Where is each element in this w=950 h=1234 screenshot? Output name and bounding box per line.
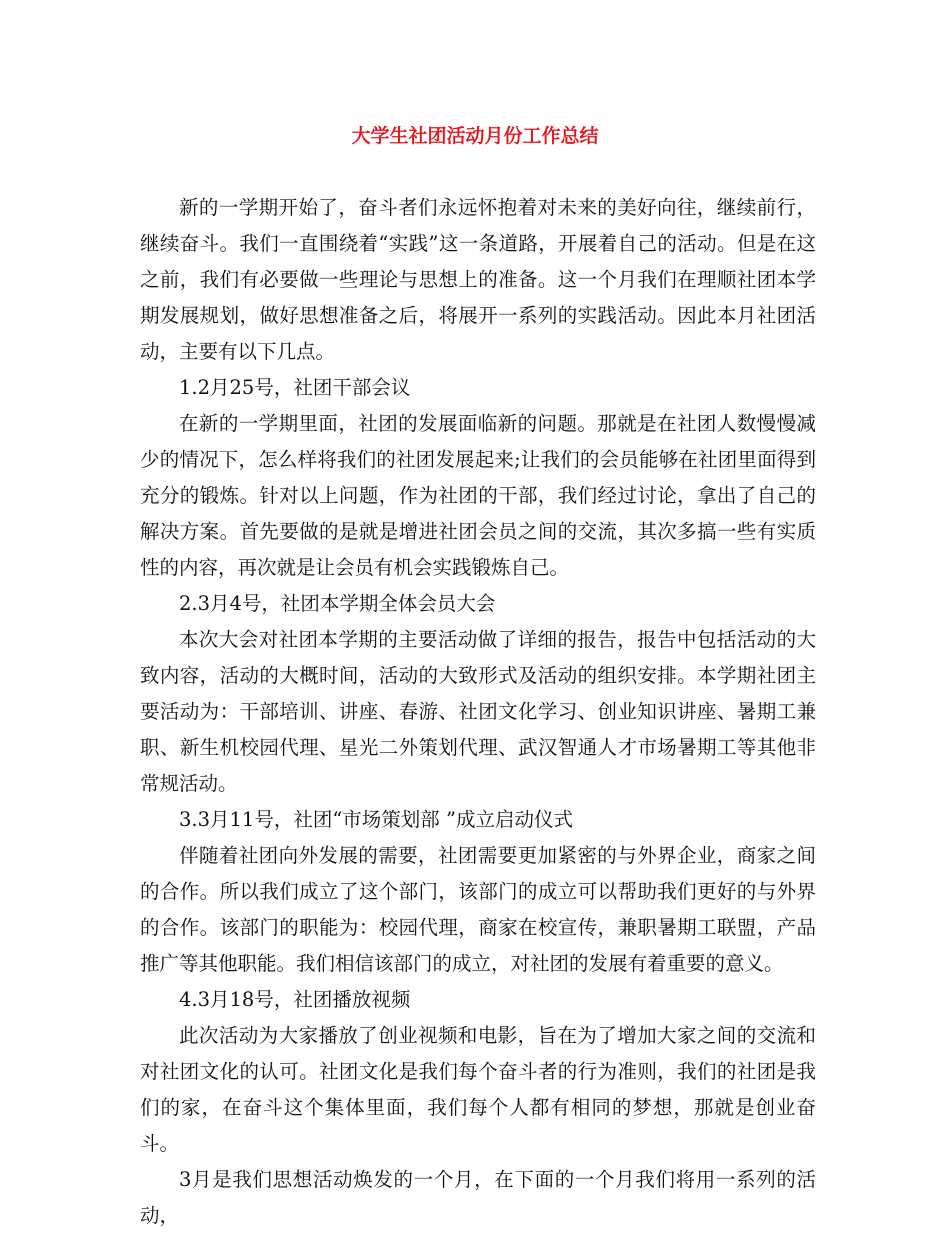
paragraph-intro: 新的一学期开始了，奋斗者们永远怀抱着对未来的美好向往，继续前行，继续奋斗。我们一直围绕着“实践”这一条道路，开展着自己的活动。但是在这之前，我们有必要做一些理论与思想上的准备。这一个月我们在理顺社团本学期发展规划，做好思想准备之后，将展开一系列的实践活动。因此本月社团活动，主要有以下几点。 (140, 196, 816, 363)
paragraph-section-4: 此次活动为大家播放了创业视频和电影，旨在为了增加大家之间的交流和对社团文化的认可。社团文化是我们每个奋斗者的行为准则，我们的社团是我们的家，在奋斗这个集体里面，我们每个人都有相同的梦想，那就是创业奋斗。 (140, 1024, 816, 1155)
paragraph-section-2: 本次大会对社团本学期的主要活动做了详细的报告，报告中包括活动的大致内容，活动的大概时间，活动的大致形式及活动的组织安排。本学期社团主要活动为：干部培训、讲座、春游、社团文化学习、创业知识讲座、暑期工兼职、新生机校园代理、星光二外策划代理、武汉智通人才市场暑期工等其他非常规活动。 (140, 628, 816, 795)
paragraph-section-3: 伴随着社团向外发展的需要，社团需要更加紧密的与外界企业，商家之间的合作。所以我们成立了这个部门，该部门的成立可以帮助我们更好的与外界的合作。该部门的职能为：校园代理，商家在校宣传，兼职暑期工联盟，产品推广等其他职能。我们相信该部门的成立，对社团的发展有着重要的意义。 (140, 844, 816, 975)
section-heading-1: 1.2月25号，社团干部会议 (179, 376, 411, 399)
paragraph-closing: 3月是我们思想活动焕发的一个月，在下面的一个月我们将用一系列的活动， (140, 1168, 816, 1227)
paragraph-section-1: 在新的一学期里面，社团的发展面临新的问题。那就是在社团人数慢慢减少的情况下，怎么样将我们的社团发展起来;让我们的会员能够在社团里面得到充分的锻炼。针对以上问题，作为社团的干部，我们经过讨论，拿出了自己的解决方案。首先要做的是就是增进社团会员之间的交流，其次多搞一些有实质性的内容，再次就是让会员有机会实践锻炼自己。 (140, 412, 816, 579)
section-heading-4: 4.3月18号，社团播放视频 (179, 988, 411, 1011)
section-heading-3: 3.3月11号，社团“市场策划部 ”成立启动仪式 (179, 808, 573, 831)
document-title: 大学生社团活动月份工作总结 (351, 125, 599, 147)
document-body (140, 190, 816, 1234)
section-heading-2: 2.3月4号，社团本学期全体会员大会 (179, 592, 496, 615)
